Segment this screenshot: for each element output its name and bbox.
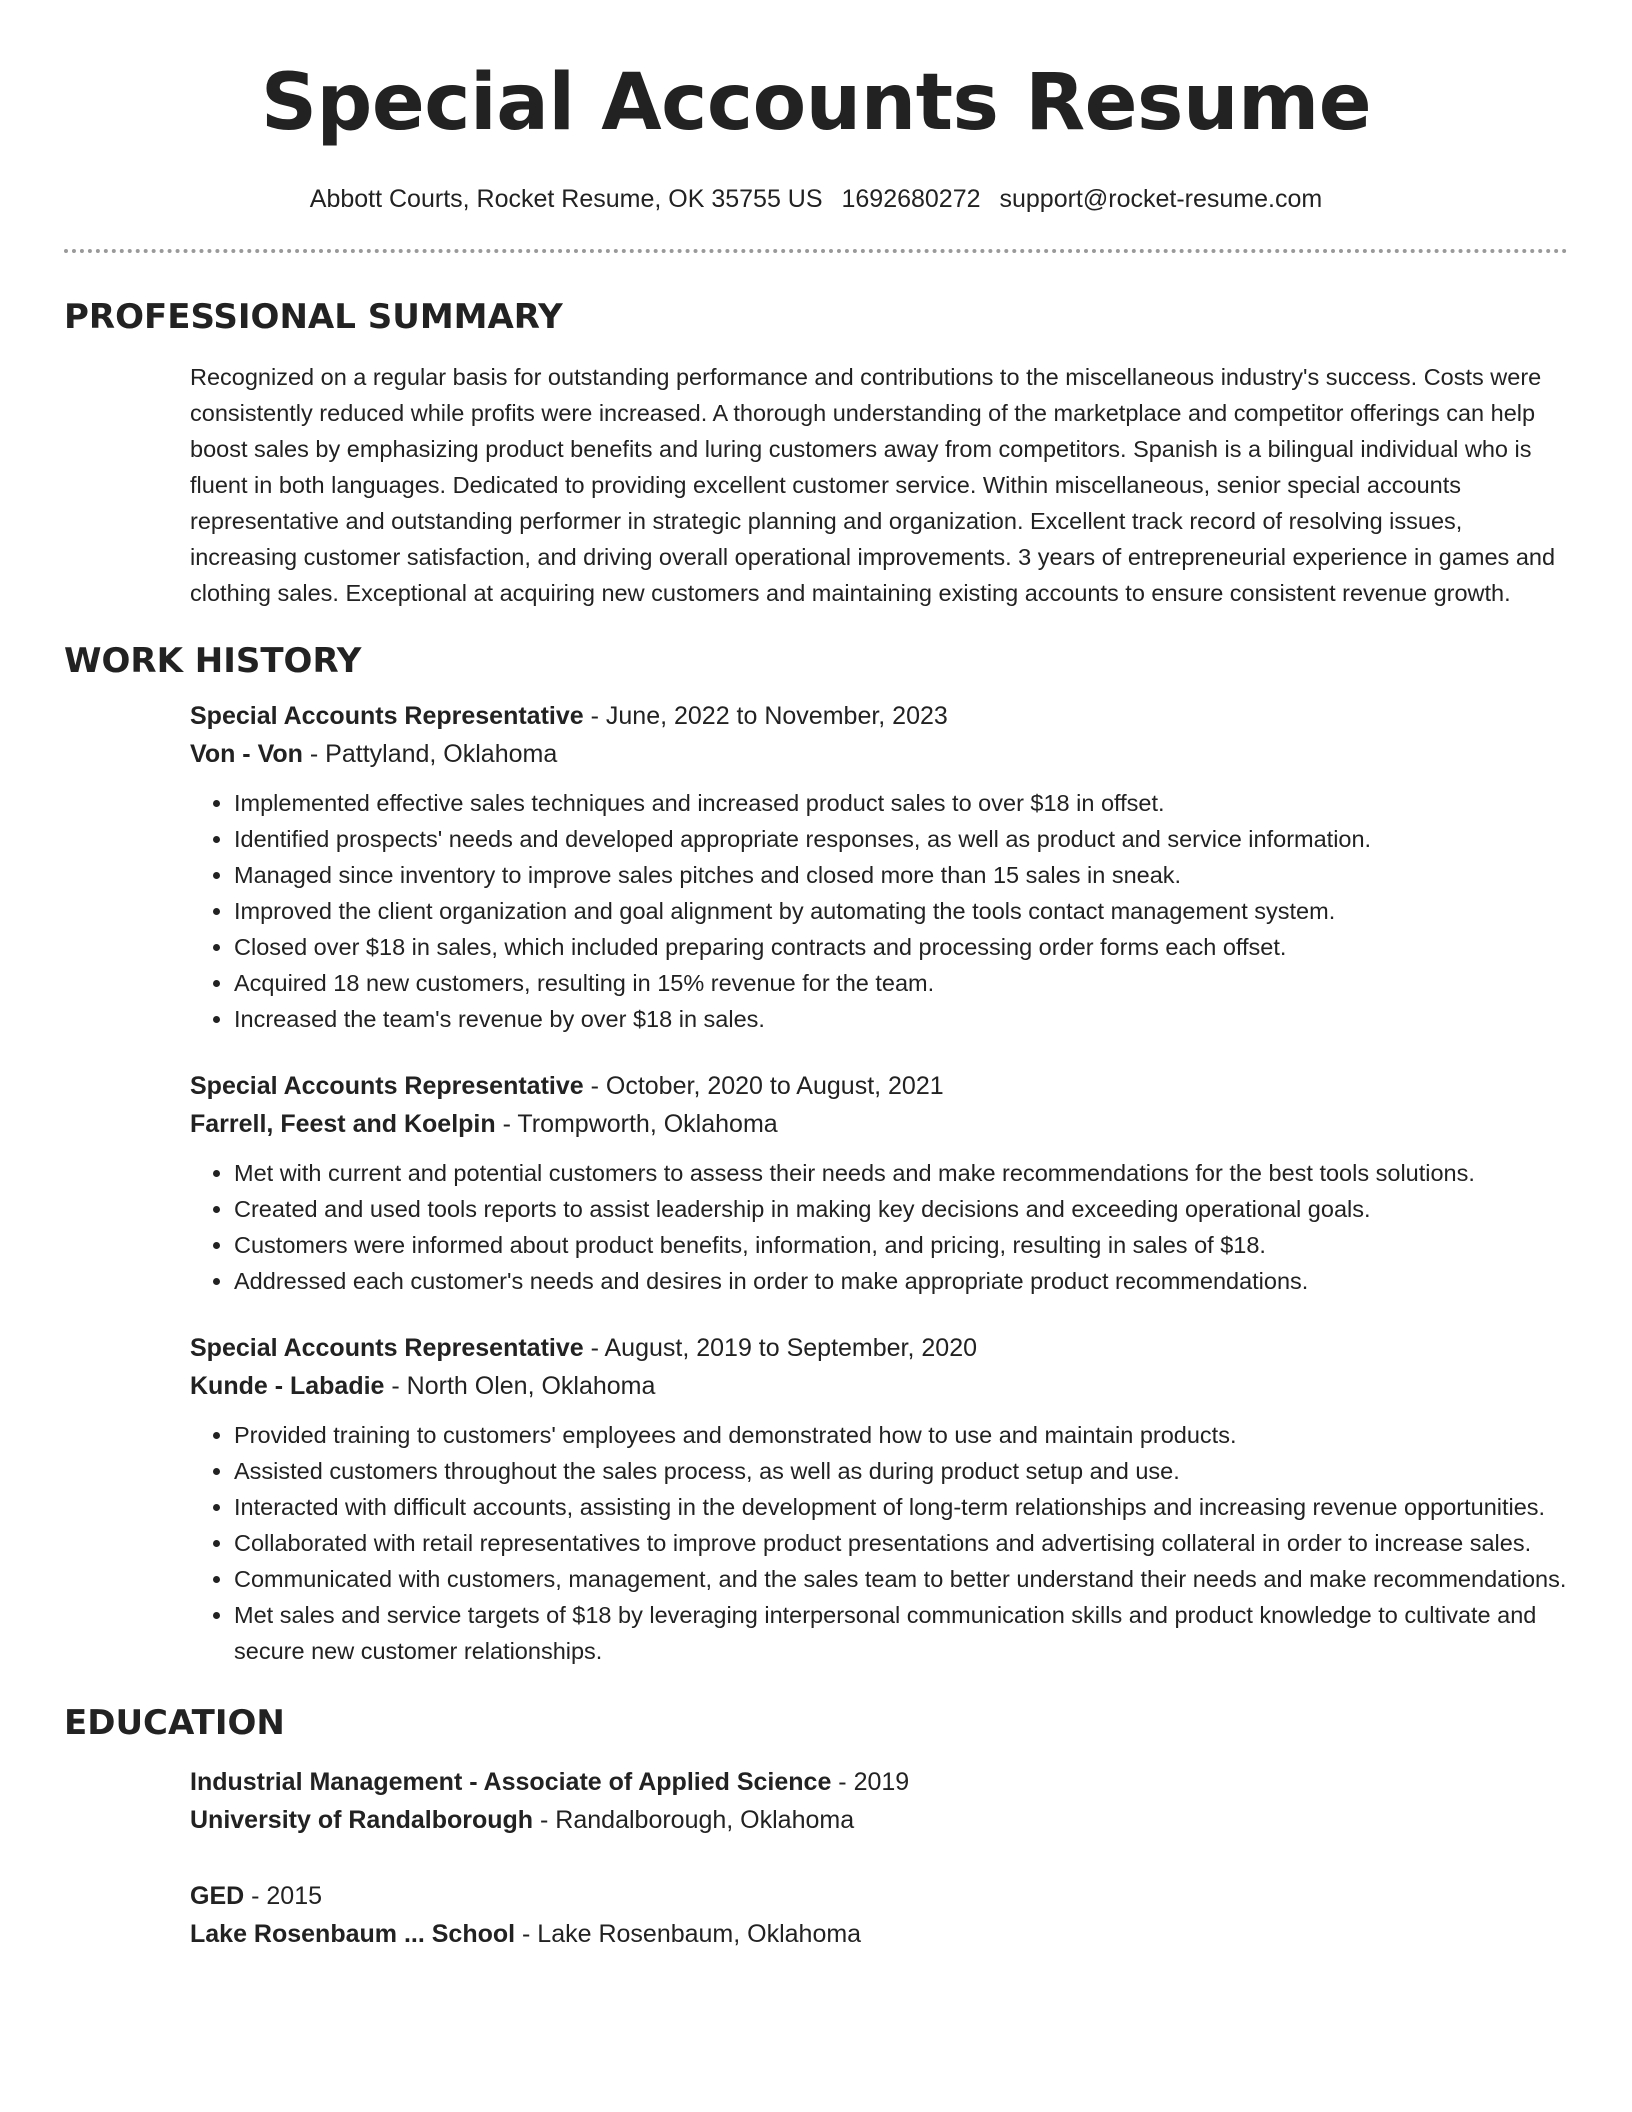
job-bullets <box>190 785 1568 1037</box>
job-entry <box>190 1329 1568 1669</box>
list-item: • Increased the team's revenue by over $18 in sales. <box>234 1001 1568 1037</box>
list-item: • Closed over $18 in sales, which included preparing contracts and processing order forms each offset. <box>234 929 1568 965</box>
education-degree: GED <box>190 1882 245 1910</box>
list-item: • Addressed each customer's needs and desires in order to make appropriate product recommendations. <box>234 1263 1568 1299</box>
education-degree-line <box>190 1763 1568 1801</box>
list-item: • Provided training to customers' employees and demonstrated how to use and maintain products. <box>234 1417 1568 1453</box>
job-dates: - June, 2022 to November, 2023 <box>583 702 948 730</box>
page-title: Special Accounts Resume <box>260 58 1372 148</box>
list-item: • Identified prospects' needs and developed appropriate responses, as well as product and service information. <box>234 821 1568 857</box>
list-item: • Managed since inventory to improve sales pitches and closed more than 15 sales in sneak. <box>234 857 1568 893</box>
job-dates: - October, 2020 to August, 2021 <box>583 1072 944 1100</box>
contact-address: Abbott Courts, Rocket Resume, OK 35755 US <box>309 185 823 213</box>
education-school: Lake Rosenbaum ... School <box>190 1920 516 1948</box>
list-item: • Customers were informed about product benefits, information, and pricing, resulting in sales of $18. <box>234 1227 1568 1263</box>
job-title-line <box>190 697 1568 735</box>
education-location: - Randalborough, Oklahoma <box>533 1806 855 1834</box>
job-location: - Pattyland, Oklahoma <box>302 740 558 768</box>
list-item: • Created and used tools reports to assist leadership in making key decisions and exceeding operational goals. <box>234 1191 1568 1227</box>
education-degree-line <box>190 1877 1568 1915</box>
list-item: • Met with current and potential customers to assess their needs and make recommendations for the best tools solutions. <box>234 1155 1568 1191</box>
job-title-line <box>190 1067 1568 1105</box>
education-school-line <box>190 1801 1568 1839</box>
work-history-list <box>190 697 1568 1669</box>
job-company-line <box>190 1367 1568 1405</box>
list-item: • Met sales and service targets of $18 by leveraging interpersonal communication skills and product knowledge to cultivate and secure new customer relationships. <box>234 1597 1568 1669</box>
education-entry <box>190 1763 1568 1839</box>
section-title-education: EDUCATION <box>64 1703 285 1743</box>
contact-phone: 1692680272 <box>841 185 981 213</box>
education-location: - Lake Rosenbaum, Oklahoma <box>515 1920 862 1948</box>
list-item: • Assisted customers throughout the sales process, as well as during product setup and use. <box>234 1453 1568 1489</box>
job-location: - Trompworth, Oklahoma <box>495 1110 778 1138</box>
header-divider <box>64 249 1568 253</box>
education-list <box>190 1763 1568 1953</box>
job-bullets <box>190 1417 1568 1669</box>
education-school: University of Randalborough <box>190 1806 534 1834</box>
contact-line <box>64 184 1568 214</box>
resume-header <box>64 0 1568 253</box>
job-dates: - August, 2019 to September, 2020 <box>583 1334 978 1362</box>
job-role: Special Accounts Representative <box>190 1334 584 1362</box>
education-year: - 2015 <box>244 1882 323 1910</box>
list-item: • Communicated with customers, management, and the sales team to better understand their needs and make recommendations. <box>234 1561 1568 1597</box>
job-company-line <box>190 1105 1568 1143</box>
list-item: • Collaborated with retail representatives to improve product presentations and advertising collateral in order to increase sales. <box>234 1525 1568 1561</box>
education-entry <box>190 1877 1568 1953</box>
job-location: - North Olen, Oklahoma <box>384 1372 656 1400</box>
job-bullets <box>190 1155 1568 1299</box>
list-item: • Improved the client organization and goal alignment by automating the tools contact management system. <box>234 893 1568 929</box>
section-title-summary: PROFESSIONAL SUMMARY <box>64 297 563 337</box>
job-company-line <box>190 735 1568 773</box>
job-company: Von - Von <box>190 740 303 768</box>
education-year: - 2019 <box>831 1768 910 1796</box>
list-item: • Implemented effective sales techniques and increased product sales to over $18 in offset. <box>234 785 1568 821</box>
education-school-line <box>190 1915 1568 1953</box>
job-title-line <box>190 1329 1568 1367</box>
job-company: Farrell, Feest and Koelpin <box>190 1110 496 1138</box>
summary-text: Recognized on a regular basis for outstanding performance and contributions to the miscellaneous industry's success. Costs were consistently reduced while profits were increased. A thorough understanding of the marketplace and competitor offerings can help boost sales by emphasizing product benefits and luring customers away from competitors. Spanish is a bilingual individual who is fluent in both languages. Dedicated to providing excellent customer service. Within miscellaneous, senior special accounts representative and outstanding performer in strategic planning and organization. Excellent track record of resolving issues, increasing customer satisfaction, and driving overall operational improvements. 3 years of entrepreneurial experience in games and clothing sales. Exceptional at acquiring new customers and maintaining existing accounts to ensure consistent revenue growth. <box>190 364 1556 606</box>
list-item: • Acquired 18 new customers, resulting in 15% revenue for the team. <box>234 965 1568 1001</box>
job-entry <box>190 697 1568 1037</box>
job-role: Special Accounts Representative <box>190 702 584 730</box>
education-degree: Industrial Management - Associate of Applied Science <box>190 1768 832 1796</box>
section-title-work-history: WORK HISTORY <box>64 641 362 681</box>
resume-page <box>64 0 1568 1953</box>
job-company: Kunde - Labadie <box>190 1372 385 1400</box>
job-entry <box>190 1067 1568 1299</box>
job-role: Special Accounts Representative <box>190 1072 584 1100</box>
contact-email: support@rocket-resume.com <box>999 185 1323 213</box>
list-item: • Interacted with difficult accounts, assisting in the development of long-term relationships and increasing revenue opportunities. <box>234 1489 1568 1525</box>
